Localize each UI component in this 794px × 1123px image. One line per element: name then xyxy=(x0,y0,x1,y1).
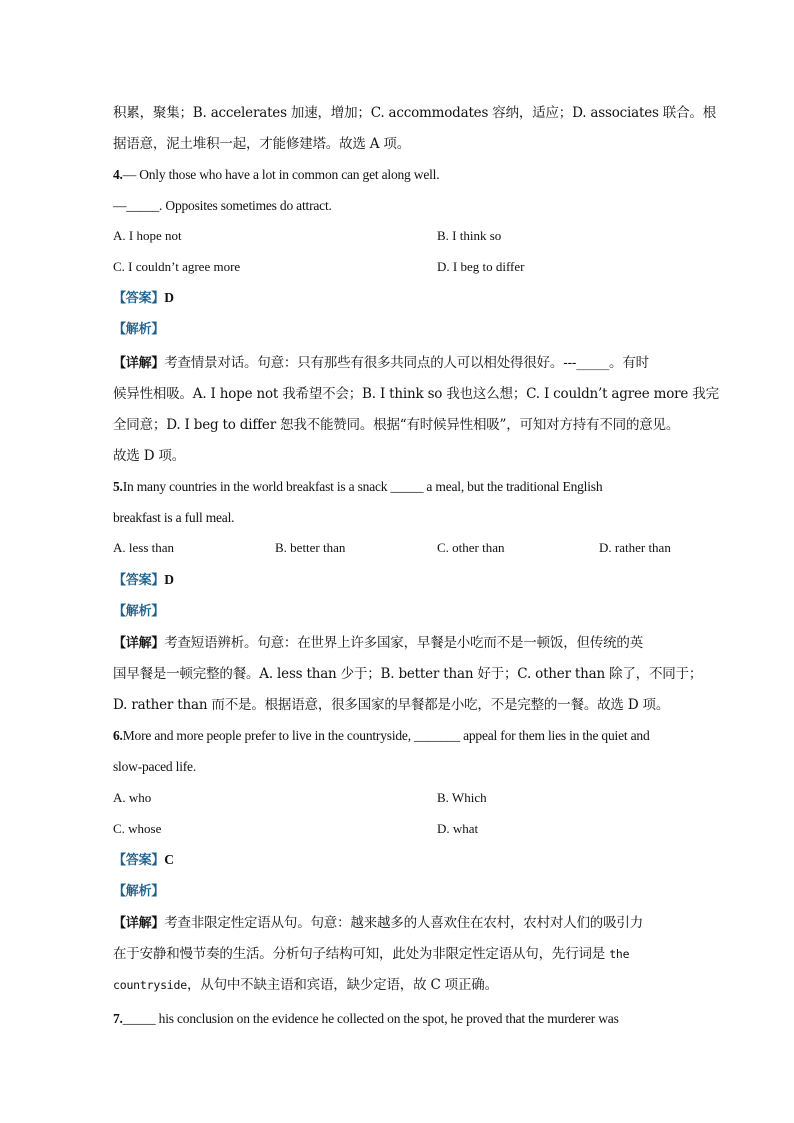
question-6-stem-1 xyxy=(113,726,683,746)
question-5-stem-2: breakfast is a full meal. xyxy=(113,510,235,525)
question-4-detail-4: 故选 D 项。 xyxy=(113,448,186,464)
question-4-detail-2: 候异性相吸。A. I hope not 我希望不会；B. I think so 我也这么想；C. I couldn’t agree more 我完 xyxy=(113,386,719,402)
question-6-stem-2: slow-paced life. xyxy=(113,759,197,774)
question-5-analysis xyxy=(113,601,683,622)
question-5-detail-2: 国早餐是一顿完整的餐。A. less than 少于；B. better than 好于；C. other than 除了，不同于； xyxy=(113,666,703,682)
question-6-option-d: D. what xyxy=(437,821,479,836)
detail-tag: 【详解】 xyxy=(113,636,165,651)
question-6-option-a: A. who xyxy=(113,790,152,805)
code-term: the xyxy=(609,947,630,961)
detail-text: 考查情景对话。句意：只有那些有很多共同点的人可以相处得很好。---_____。有时 xyxy=(164,355,649,371)
question-4-answer xyxy=(113,288,683,309)
detail-text: ，从句中不缺主语和宾语，缺少定语，故 C 项正确。 xyxy=(186,977,498,993)
question-6-detail-2 xyxy=(113,944,683,964)
intro-line-2: 据语意，泥土堆积一起，才能修建塔。故选 A 项。 xyxy=(113,136,411,152)
question-4-analysis xyxy=(113,319,683,340)
question-4-option-a: A. I hope not xyxy=(113,228,182,243)
question-5-detail-1 xyxy=(113,633,683,654)
question-7-number: 7. xyxy=(113,1011,123,1026)
question-7-stem-text: _____ his conclusion on the evidence he collected on the spot, he proved that the murderer was xyxy=(122,1011,619,1026)
question-5-detail-3: D. rather than 而不是。根据语意，很多国家的早餐都是小吃，不是完整的一餐。故选 D 项。 xyxy=(113,697,670,713)
question-6-analysis xyxy=(113,881,683,902)
question-4-number: 4. xyxy=(113,167,123,182)
answer-tag: 【答案】 xyxy=(113,291,165,306)
question-5-answer xyxy=(113,570,683,591)
answer-tag: 【答案】 xyxy=(113,853,165,868)
detail-text: 在于安静和慢节奏的生活。分析句子结构可知，此处为非限定性定语从句，先行词是 xyxy=(113,946,610,962)
question-5-option-b: B. better than xyxy=(275,540,346,555)
question-4-option-b: B. I think so xyxy=(437,228,502,243)
question-5-number: 5. xyxy=(113,479,123,494)
question-4-option-c: C. I couldn’t agree more xyxy=(113,259,241,274)
question-6-detail-1 xyxy=(113,913,683,934)
question-5-stem-1 xyxy=(113,477,683,497)
intro-line-1: 积累，聚集；B. accelerates 加速，增加；C. accommodates 容纳，适应；D. associates 联合。根 xyxy=(113,105,717,121)
question-5-stem-text: In many countries in the world breakfast is a snack _____ a meal, but the traditional English xyxy=(122,479,603,494)
answer-letter: D xyxy=(164,572,174,587)
detail-tag: 【详解】 xyxy=(113,356,165,371)
question-4-option-d: D. I beg to differ xyxy=(437,259,525,274)
question-4-detail-1 xyxy=(113,353,683,374)
question-4-detail-3: 全同意；D. I beg to differ 恕我不能赞同。根据“有时候异性相吸”，可知对方持有不同的意见。 xyxy=(113,417,680,433)
question-4-stem-2: —_____. Opposites sometimes do attract. xyxy=(113,198,332,213)
question-6-number: 6. xyxy=(113,728,123,743)
question-4-stem-text: — Only those who have a lot in common can get along well. xyxy=(122,167,440,182)
question-6-answer xyxy=(113,850,683,871)
question-5-option-a: A. less than xyxy=(113,540,175,555)
analysis-tag: 【解析】 xyxy=(113,884,165,899)
answer-letter: C xyxy=(164,852,174,867)
question-6-detail-3 xyxy=(113,975,683,995)
question-6-stem-text: More and more people prefer to live in the countryside, _______ appeal for them lies in the quiet and xyxy=(122,728,650,743)
detail-text: 考查短语辨析。句意：在世界上许多国家，早餐是小吃而不是一顿饭，但传统的英 xyxy=(164,635,644,651)
code-term: countryside xyxy=(113,978,187,992)
analysis-tag: 【解析】 xyxy=(113,322,165,337)
analysis-tag: 【解析】 xyxy=(113,604,165,619)
question-6-option-b: B. Which xyxy=(437,790,487,805)
question-7-stem-1 xyxy=(113,1009,683,1029)
detail-tag: 【详解】 xyxy=(113,916,165,931)
question-5-option-c: C. other than xyxy=(437,540,505,555)
answer-tag: 【答案】 xyxy=(113,573,165,588)
question-6-option-c: C. whose xyxy=(113,821,162,836)
question-4-stem-1 xyxy=(113,165,683,185)
detail-text: 考查非限定性定语从句。句意：越来越多的人喜欢住在农村，农村对人们的吸引力 xyxy=(164,915,644,931)
question-5-option-d: D. rather than xyxy=(599,540,671,555)
answer-letter: D xyxy=(164,290,174,305)
